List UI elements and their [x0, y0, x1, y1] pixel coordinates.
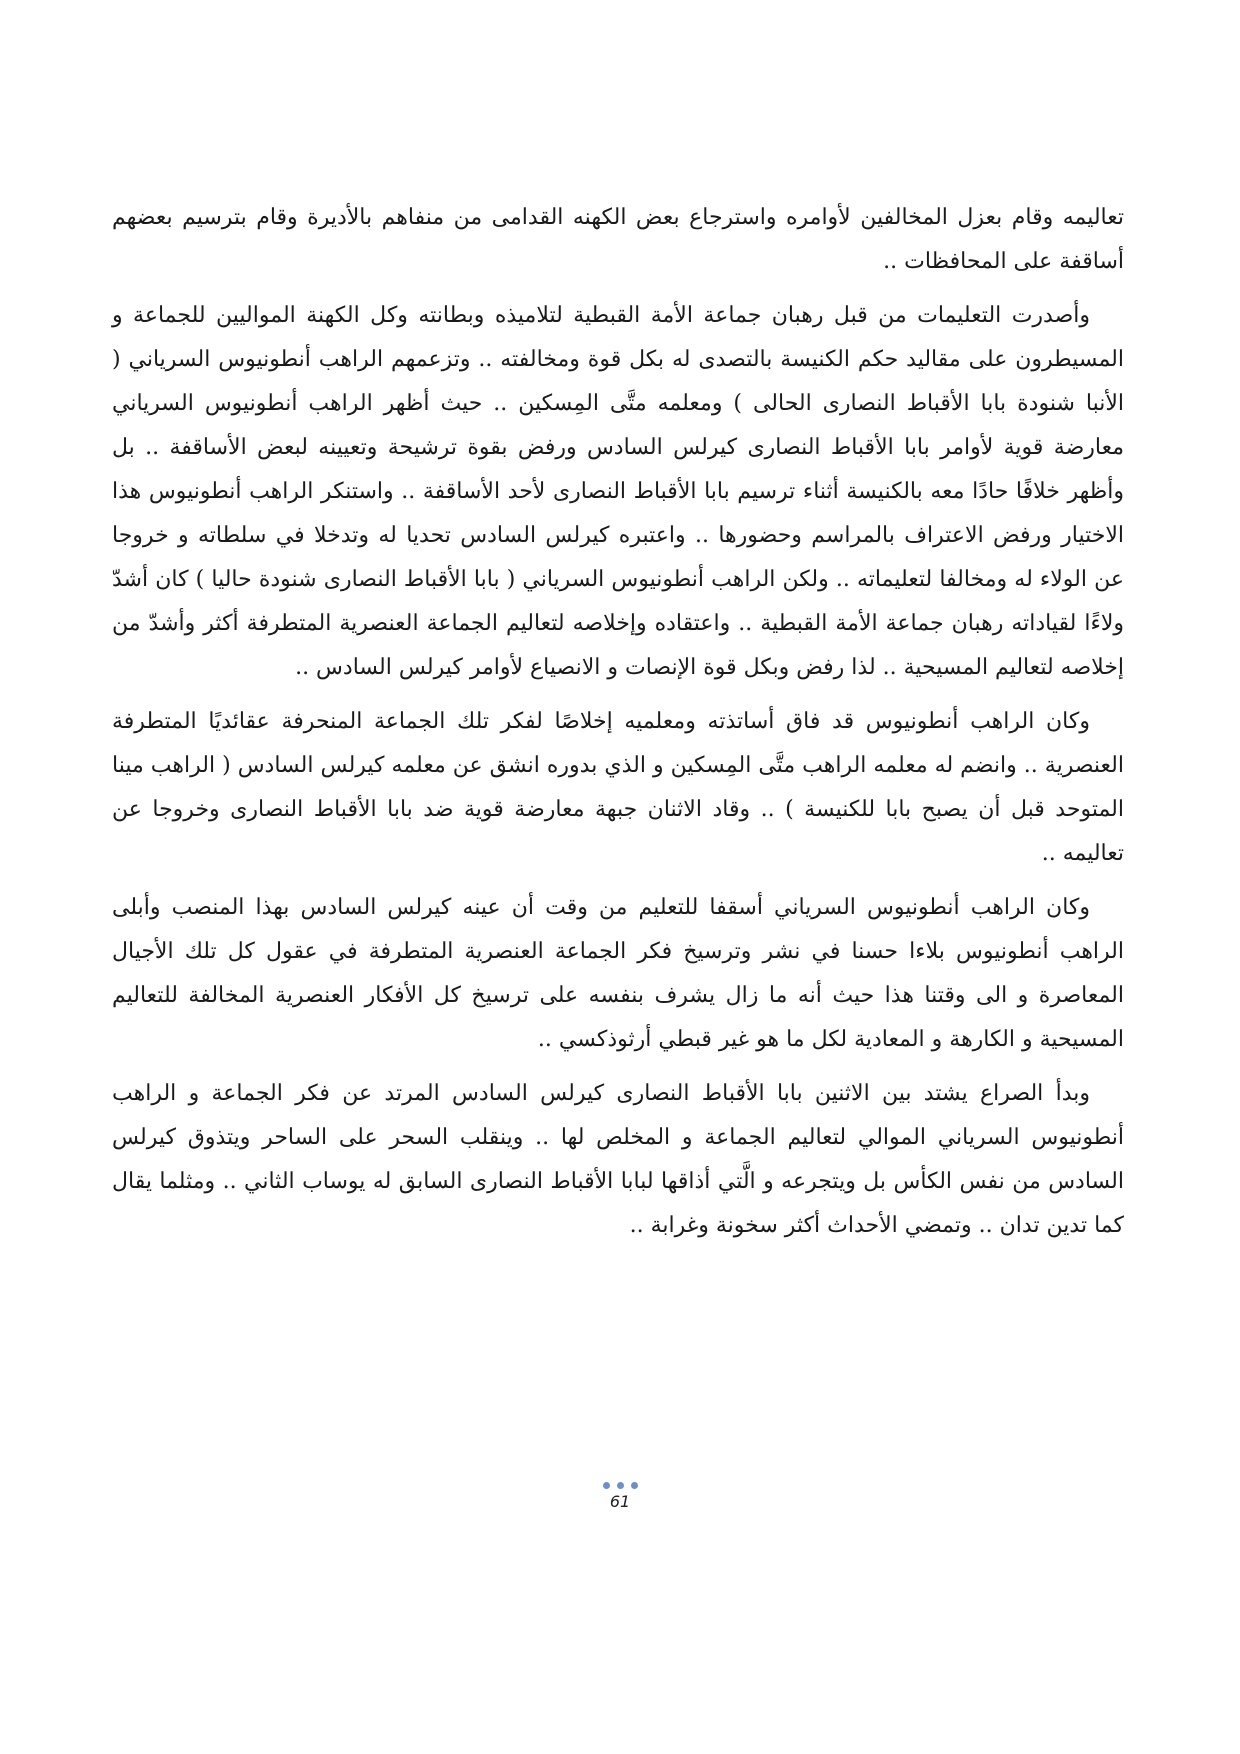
dot-icon: [631, 1482, 638, 1489]
dot-icon: [617, 1482, 624, 1489]
page-number: 61: [609, 1492, 631, 1511]
document-body: [112, 196, 1124, 1258]
footer-dots-ornament: [0, 1480, 1240, 1490]
paragraph-3: وكان الراهب أنطونيوس قد فاق أساتذته ومعلميه إخلاصًا لفكر تلك الجماعة المنحرفة عقائديًا المتطرفة العنصرية .. وانضم له معلمه الراهب متَّى المِسكين و الذي بدوره انشق عن معلمه كيرلس السادس ( الراهب مينا المتوحد قبل أن يصبح بابا للكنيسة ) .. وقاد الاثنان جبهة معارضة قوية ضد بابا الأقباط النصارى وخروجا عن تعاليمه ..: [112, 709, 1124, 866]
paragraph-1: تعاليمه وقام بعزل المخالفين لأوامره واسترجاع بعض الكهنه القدامى من منفاهم بالأديرة وقام بترسيم بعضهم أساقفة على المحافظات ..: [112, 205, 1124, 274]
paragraph-5: وبدأ الصراع يشتد بين الاثنين بابا الأقباط النصارى كيرلس السادس المرتد عن فكر الجماعة و الراهب أنطونيوس السرياني الموالي لتعاليم الجماعة و المخلص لها .. وينقلب السحر على الساحر ويتذوق كيرلس السادس من نفس الكأس بل ويتجرعه و الَّتي أذاقها لبابا الأقباط النصارى السابق له يوساب الثاني .. ومثلما يقال كما تدين تدان .. وتمضي الأحداث أكثر سخونة وغرابة ..: [112, 1081, 1124, 1238]
paragraph-4: وكان الراهب أنطونيوس السرياني أسقفا للتعليم من وقت أن عينه كيرلس السادس بهذا المنصب وأبلى الراهب أنطونيوس بلاءا حسنا في نشر وترسيخ فكر الجماعة العنصرية المتطرفة في عقول كل تلك الأجيال المعاصرة و الى وقتنا هذا حيث أنه ما زال يشرف بنفسه على ترسيخ كل الأفكار العنصرية المخالفة للتعاليم المسيحية و الكارهة و المعادية لكل ما هو غير قبطي أرثوذكسي ..: [112, 895, 1124, 1052]
paragraph-2: وأصدرت التعليمات من قبل رهبان جماعة الأمة القبطية لتلاميذه وبطانته وكل الكهنة المواليين للجماعة و المسيطرون على مقاليد حكم الكنيسة بالتصدى له بكل قوة ومخالفته .. وتزعمهم الراهب أنطونيوس السرياني ( الأنبا شنودة بابا الأقباط النصارى الحالى ) ومعلمه متَّى المِسكين .. حيث أظهر الراهب أنطونيوس السرياني معارضة قوية لأوامر بابا الأقباط النصارى كيرلس السادس ورفض بقوة ترشيحة وتعيينه لبعض الأساقفة .. بل وأظهر خلافًا حادًا معه بالكنيسة أثناء ترسيم بابا الأقباط النصارى لأحد الأساقفة .. واستنكر الراهب أنطونيوس هذا الاختيار ورفض الاعتراف بالمراسم وحضورها .. واعتبره كيرلس السادس تحديا له وتدخلا في سلطاته و خروجا عن الولاء له ومخالفا لتعليماته .. ولكن الراهب أنطونيوس السرياني ( بابا الأقباط النصارى شنودة حاليا ) كان أشدّ ولاءًا لقياداته رهبان جماعة الأمة القبطية .. واعتقاده وإخلاصه لتعاليم الجماعة العنصرية المتطرفة أكثر وأشدّ من إخلاصه لتعاليم المسيحية .. لذا رفض وبكل قوة الإنصات و الانصياع لأوامر كيرلس السادس ..: [112, 303, 1124, 680]
page-footer: [0, 1480, 1240, 1511]
dot-icon: [603, 1482, 610, 1489]
